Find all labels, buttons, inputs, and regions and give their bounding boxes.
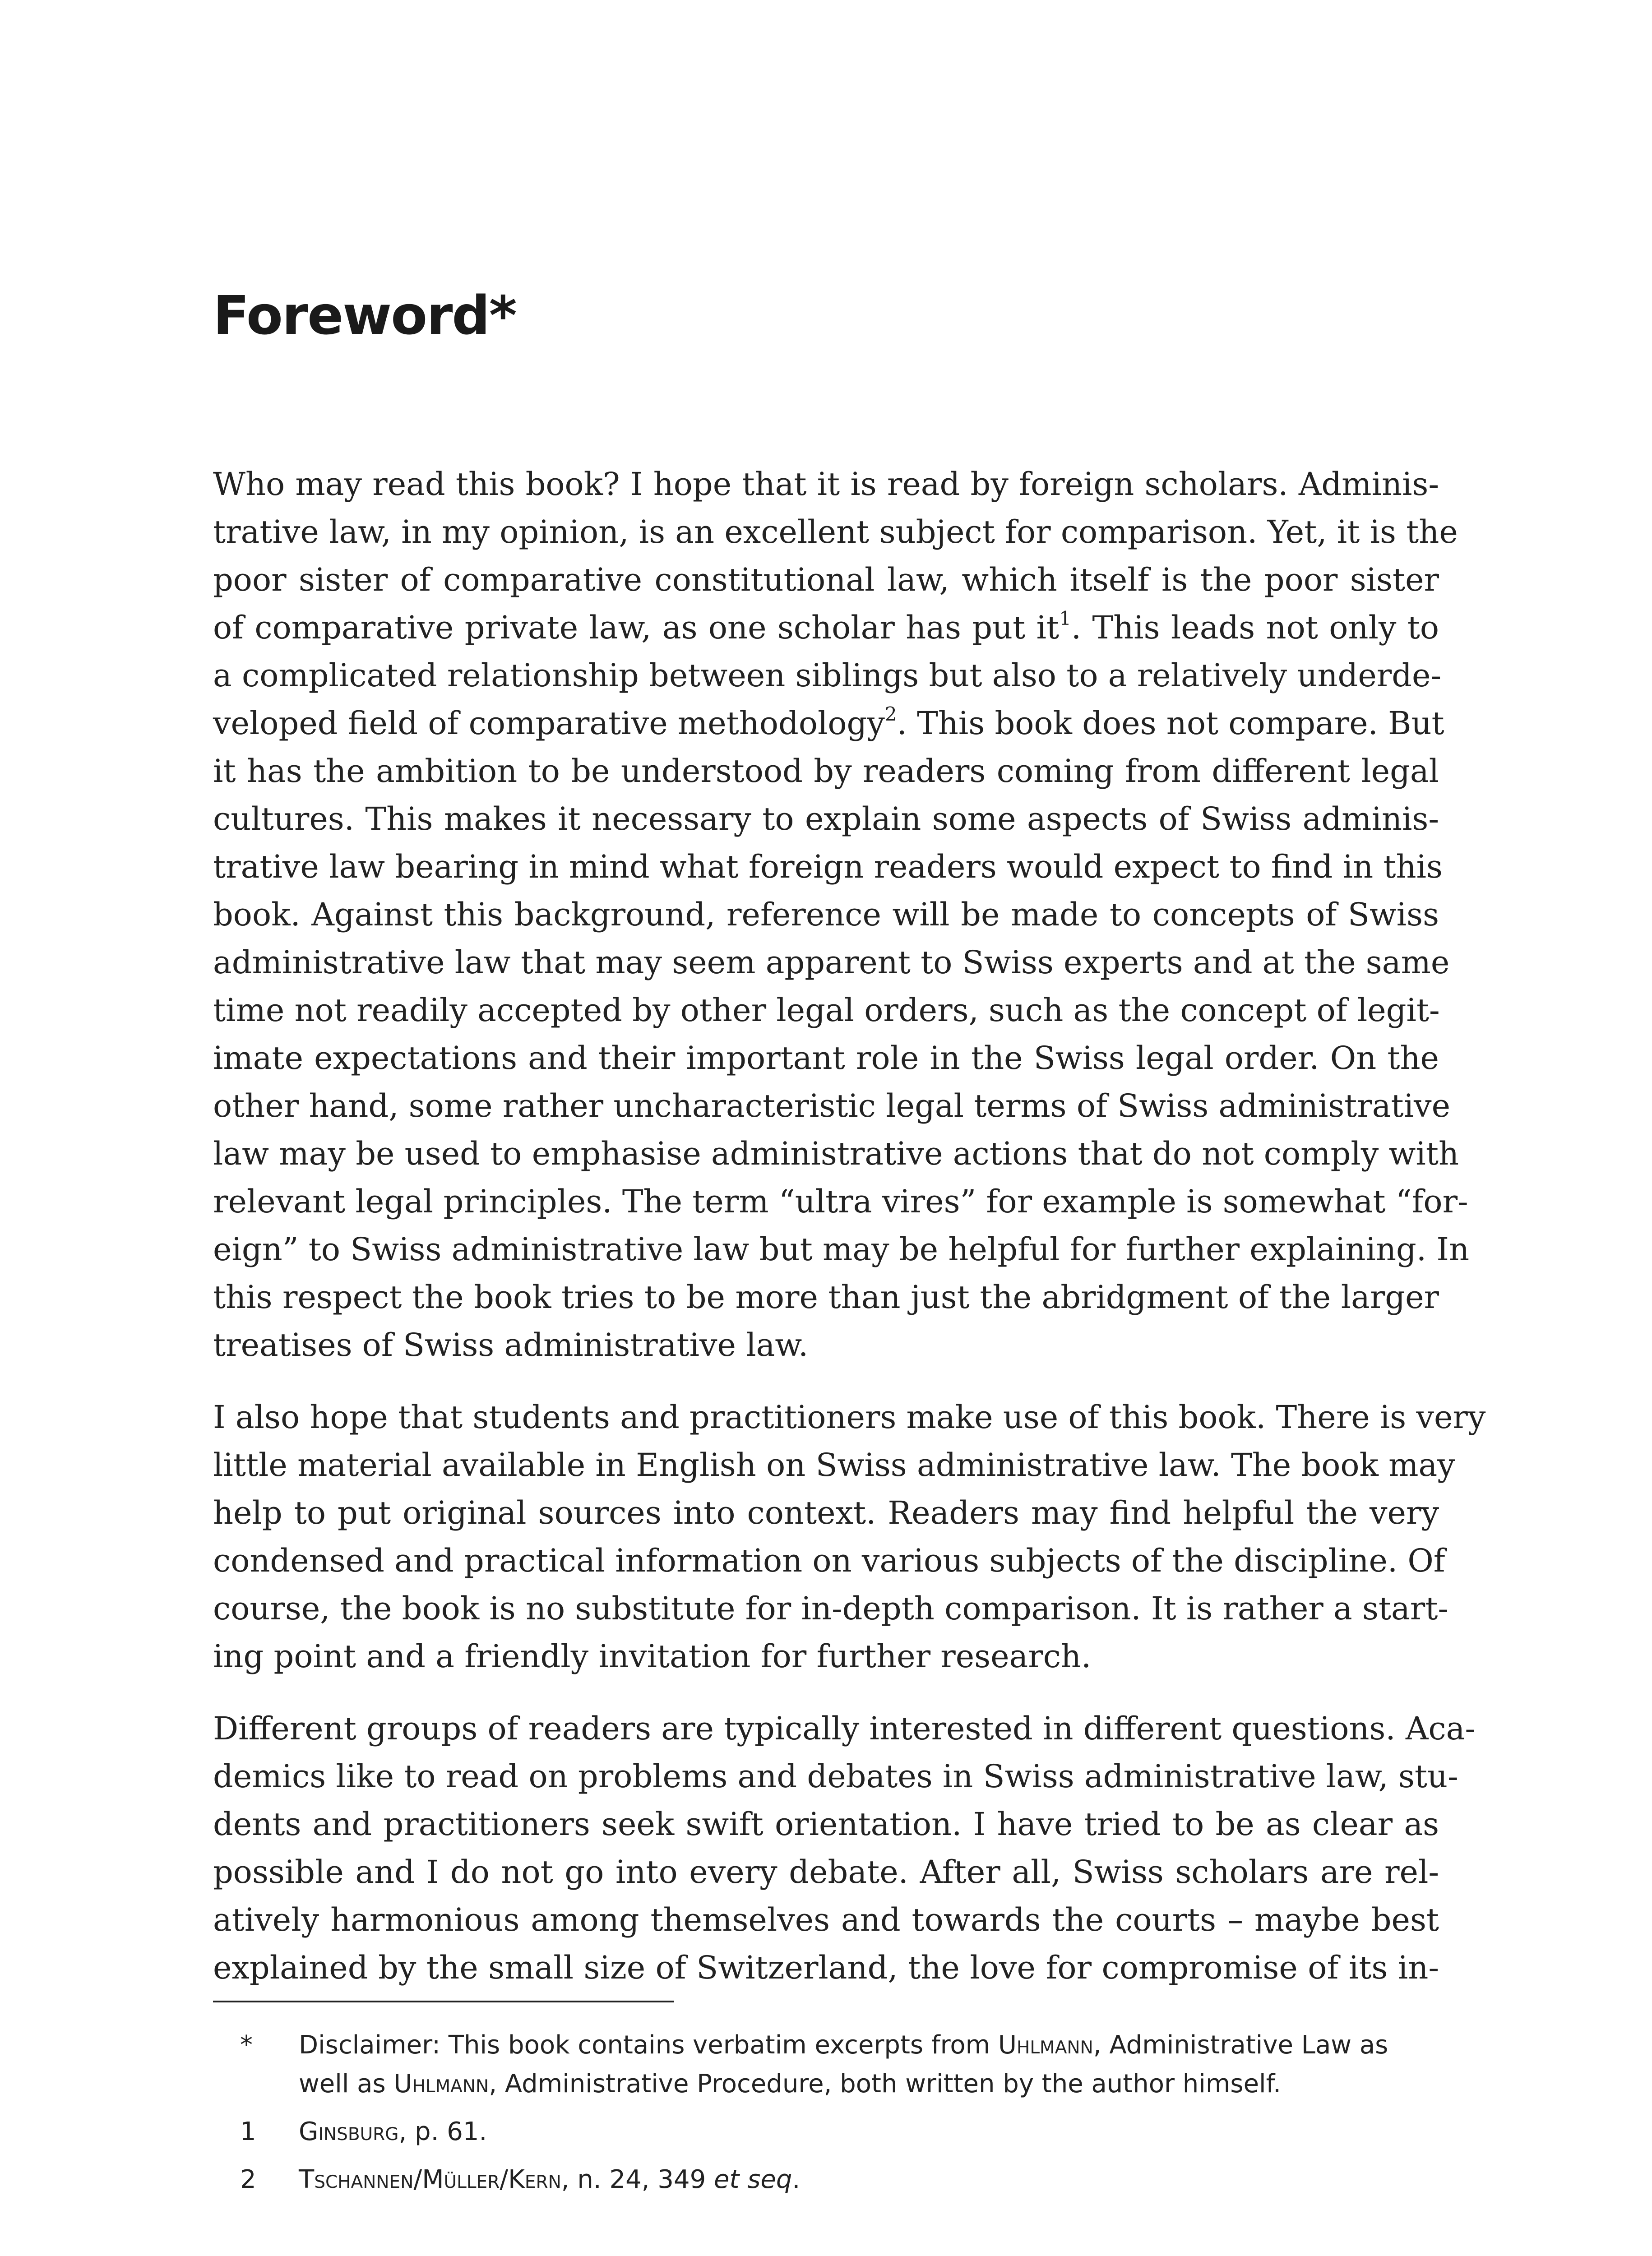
footnote-divider xyxy=(213,2001,674,2002)
text-line: explained by the small size of Switzerland, the love for compromise of its in- xyxy=(213,1949,1439,1986)
footnote-mark: 2 xyxy=(240,2165,256,2194)
text-line: other hand, some rather uncharacteristic legal terms of Swiss administrative xyxy=(213,1087,1450,1124)
footnote-text-line: Tschannen/Müller/Kern, n. 24, 349 et seq. xyxy=(299,2165,801,2194)
author-name: Tschannen/Müller/Kern xyxy=(299,2165,561,2194)
paragraph-2 xyxy=(213,1393,1486,1680)
author-name: Ginsburg xyxy=(299,2117,399,2146)
text-line: law may be used to emphasise administrative actions that do not comply with xyxy=(213,1135,1459,1172)
text-line: Who may read this book? I hope that it is read by foreign scholars. Adminis- xyxy=(213,466,1439,503)
text-line: ing point and a friendly invitation for further research. xyxy=(213,1638,1092,1675)
text-line: course, the book is no substitute for in-depth comparison. It is rather a start- xyxy=(213,1590,1449,1627)
text-line: book. Against this background, reference will be made to concepts of Swiss xyxy=(213,896,1439,933)
page-title: Foreword* xyxy=(213,284,516,347)
text-line: cultures. This makes it necessary to explain some aspects of Swiss adminis- xyxy=(213,800,1439,837)
footnote-mark: * xyxy=(240,2030,253,2060)
text-line: veloped field of comparative methodology$^2$. This book does not compare. But xyxy=(213,703,1444,742)
text-line: of comparative private law, as one scholar has put $it^1$. This leads not only to xyxy=(213,607,1439,646)
text-line: little material available in English on Swiss administrative law. The book may xyxy=(213,1447,1455,1484)
latin-abbrev: et seq xyxy=(714,2165,792,2194)
footnote-asterisk xyxy=(213,2026,1439,2103)
footnote-mark: 1 xyxy=(240,2117,256,2146)
text-line: eign” to Swiss administrative law but may be helpful for further explaining. In xyxy=(213,1231,1470,1268)
text-line: demics like to read on problems and debates in Swiss administrative law, stu- xyxy=(213,1758,1458,1795)
paragraph-1 xyxy=(213,460,1470,1369)
paragraph-3 xyxy=(213,1705,1476,1992)
text-line: relevant legal principles. The term “ultra vires” for example is somewhat “for- xyxy=(213,1183,1468,1220)
footnote-ref-1[interactable]: 1 xyxy=(1059,607,1071,629)
text-line: treatises of Swiss administrative law. xyxy=(213,1327,809,1364)
text-line: trative law, in my opinion, is an excellent subject for comparison. Yet, it is the xyxy=(213,513,1458,550)
text-line: I also hope that students and practitioners make use of this book. There is very xyxy=(213,1399,1486,1436)
text-line: administrative law that may seem apparent to Swiss experts and at the same xyxy=(213,944,1450,981)
footnote-2 xyxy=(213,2160,1439,2199)
footnote-text-line: Disclaimer: This book contains verbatim excerpts from Uhlmann, Administrative Law as xyxy=(299,2030,1388,2060)
text-line: poor sister of comparative constitutional law, which itself is the poor sister xyxy=(213,561,1439,598)
footnotes xyxy=(213,2026,1439,2208)
text-line: trative law bearing in mind what foreign readers would expect to find in this xyxy=(213,848,1443,885)
text-line: dents and practitioners seek swift orientation. I have tried to be as clear as xyxy=(213,1806,1439,1843)
footnote-ref-2[interactable]: 2 xyxy=(884,703,897,725)
footnote-text-line: Ginsburg, p. 61. xyxy=(299,2117,487,2146)
text-line: Different groups of readers are typically interested in different questions. Aca- xyxy=(213,1710,1476,1747)
footnote-1 xyxy=(213,2113,1439,2151)
text-line: it has the ambition to be understood by readers coming from different legal xyxy=(213,753,1439,790)
footnote-text-line: well as Uhlmann, Administrative Procedure, both written by the author himself. xyxy=(299,2069,1282,2099)
text-line: condensed and practical information on various subjects of the discipline. Of xyxy=(213,1542,1445,1579)
text-line: imate expectations and their important role in the Swiss legal order. On the xyxy=(213,1040,1439,1077)
text-line: help to put original sources into context. Readers may find helpful the very xyxy=(213,1494,1439,1531)
text-line: atively harmonious among themselves and towards the courts – maybe best xyxy=(213,1901,1439,1938)
text-line: this respect the book tries to be more than just the abridgment of the larger xyxy=(213,1279,1439,1316)
text-line: time not readily accepted by other legal orders, such as the concept of legit- xyxy=(213,992,1440,1029)
text-line: a complicated relationship between siblings but also to a relatively underde- xyxy=(213,657,1442,694)
author-name: Uhlmann xyxy=(998,2030,1093,2060)
text-line: possible and I do not go into every debate. After all, Swiss scholars are rel- xyxy=(213,1854,1439,1891)
author-name: Uhlmann xyxy=(393,2069,489,2099)
body-text xyxy=(213,460,1486,2016)
